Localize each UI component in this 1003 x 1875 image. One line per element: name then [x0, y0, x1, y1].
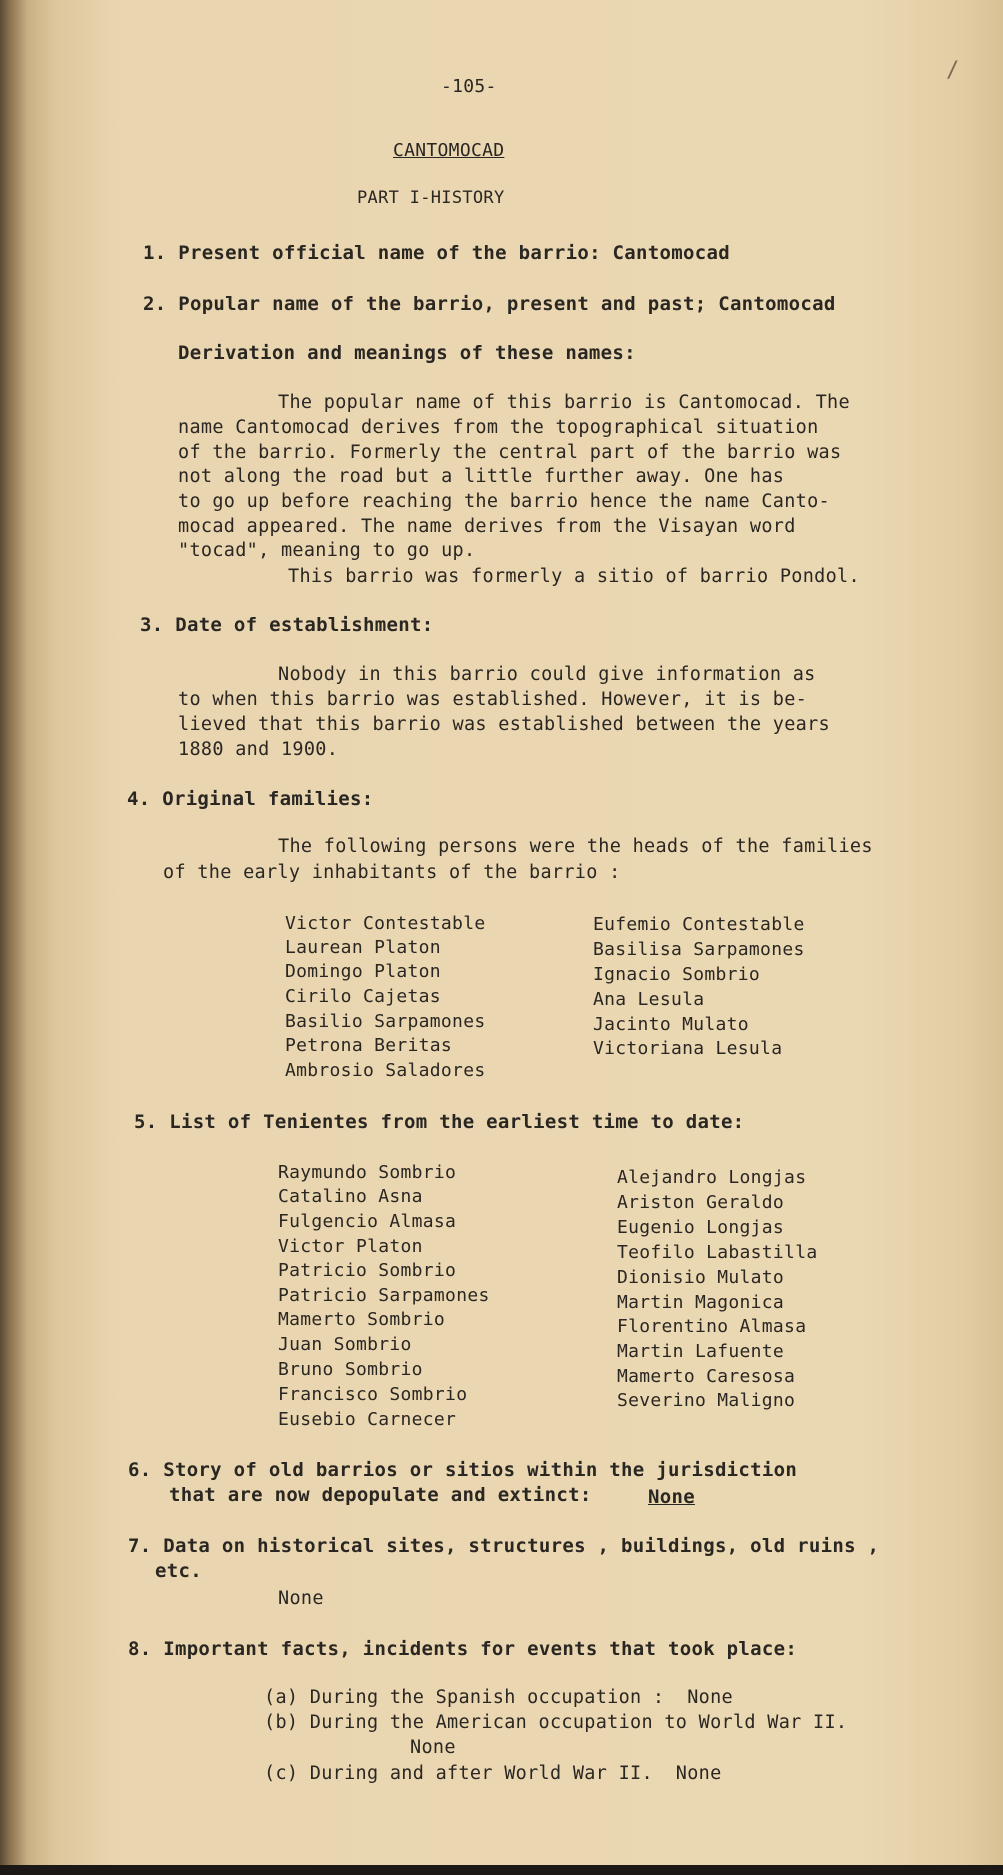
teniente-name: Severino Maligno	[617, 1390, 796, 1411]
item-6: 6. Story of old barrios or sitios within the jurisdiction	[128, 1459, 798, 1481]
item-2-subheading: Derivation and meanings of these names:	[178, 342, 636, 364]
teniente-name: Patricio Sombrio	[278, 1260, 457, 1281]
item-7-answer: None	[278, 1588, 324, 1609]
teniente-name: Martin Lafuente	[617, 1341, 785, 1362]
item-8-c: (c) During and after World War II. None	[264, 1763, 722, 1784]
item-2-line: to go up before reaching the barrio hence the name Canto-	[178, 491, 830, 512]
teniente-name: Bruno Sombrio	[278, 1359, 423, 1380]
family-name: Victoriana Lesula	[593, 1038, 783, 1059]
item-3-line: to when this barrio was established. However, it is be-	[178, 689, 808, 710]
pencil-mark: /	[946, 58, 960, 83]
item-4: 4. Original families:	[127, 788, 374, 810]
family-name: Basilisa Sarpamones	[593, 939, 805, 960]
page-number: -105-	[441, 76, 497, 97]
item-3-line: 1880 and 1900.	[178, 739, 339, 760]
item-2: 2. Popular name of the barrio, present and past; Cantomocad	[143, 293, 836, 315]
family-name: Ignacio Sombrio	[593, 964, 761, 985]
family-name: Petrona Beritas	[285, 1035, 453, 1056]
item-4-line: The following persons were the heads of the families	[278, 836, 873, 857]
item-2-line: This barrio was formerly a sitio of barrio Pondol.	[288, 566, 860, 587]
item-8-a: (a) During the Spanish occupation : None	[264, 1687, 733, 1708]
family-name: Laurean Platon	[285, 937, 441, 958]
teniente-name: Catalino Asna	[278, 1186, 423, 1207]
family-name: Domingo Platon	[285, 961, 441, 982]
item-2-line: name Cantomocad derives from the topographical situation	[178, 417, 819, 438]
item-2-line: The popular name of this barrio is Cantomocad. The	[278, 392, 850, 413]
family-name: Basilio Sarpamones	[285, 1011, 486, 1032]
family-name: Ana Lesula	[593, 989, 705, 1010]
item-2-line: of the barrio. Formerly the central part of the barrio was	[178, 442, 842, 463]
item-4-line: of the early inhabitants of the barrio :	[163, 862, 621, 883]
item-6-answer: None	[648, 1486, 695, 1508]
item-3-line: lieved that this barrio was established between the years	[178, 714, 830, 735]
teniente-name: Eugenio Longjas	[617, 1217, 785, 1238]
teniente-name: Fulgencio Almasa	[278, 1211, 457, 1232]
teniente-name: Florentino Almasa	[617, 1316, 807, 1337]
item-7-line-2: etc.	[155, 1560, 202, 1582]
teniente-name: Raymundo Sombrio	[278, 1162, 457, 1183]
teniente-name: Juan Sombrio	[278, 1334, 412, 1355]
item-8-b: (b) During the American occupation to World War II.	[264, 1712, 848, 1733]
item-2-line: mocad appeared. The name derives from the Visayan word	[178, 516, 796, 537]
teniente-name: Mamerto Caresosa	[617, 1366, 796, 1387]
item-8-b-answer: None	[410, 1737, 456, 1758]
page-title: CANTOMOCAD	[393, 140, 505, 161]
item-8: 8. Important facts, incidents for events that took place:	[128, 1638, 798, 1660]
item-3-line: Nobody in this barrio could give information as	[278, 664, 816, 685]
part-heading: PART I-HISTORY	[357, 188, 505, 208]
item-3: 3. Date of establishment:	[140, 614, 434, 636]
item-2-line: not along the road but a little further away. One has	[178, 466, 785, 487]
item-5: 5. List of Tenientes from the earliest time to date:	[134, 1111, 745, 1133]
item-2-line: "tocad", meaning to go up.	[178, 540, 476, 561]
teniente-name: Patricio Sarpamones	[278, 1285, 490, 1306]
teniente-name: Alejandro Longjas	[617, 1167, 807, 1188]
family-name: Jacinto Mulato	[593, 1014, 749, 1035]
item-7: 7. Data on historical sites, structures , buildings, old ruins ,	[128, 1535, 880, 1557]
teniente-name: Martin Magonica	[617, 1292, 785, 1313]
family-name: Ambrosio Saladores	[285, 1060, 486, 1081]
teniente-name: Dionisio Mulato	[617, 1267, 785, 1288]
teniente-name: Ariston Geraldo	[617, 1192, 785, 1213]
item-6-line-2: that are now depopulate and extinct:	[169, 1484, 592, 1506]
teniente-name: Victor Platon	[278, 1236, 423, 1257]
teniente-name: Francisco Sombrio	[278, 1384, 468, 1405]
family-name: Cirilo Cajetas	[285, 986, 441, 1007]
item-1: 1. Present official name of the barrio: Cantomocad	[143, 242, 730, 264]
family-name: Victor Contestable	[285, 913, 486, 934]
teniente-name: Mamerto Sombrio	[278, 1309, 446, 1330]
teniente-name: Teofilo Labastilla	[617, 1242, 818, 1263]
teniente-name: Eusebio Carnecer	[278, 1409, 457, 1430]
family-name: Eufemio Contestable	[593, 914, 805, 935]
